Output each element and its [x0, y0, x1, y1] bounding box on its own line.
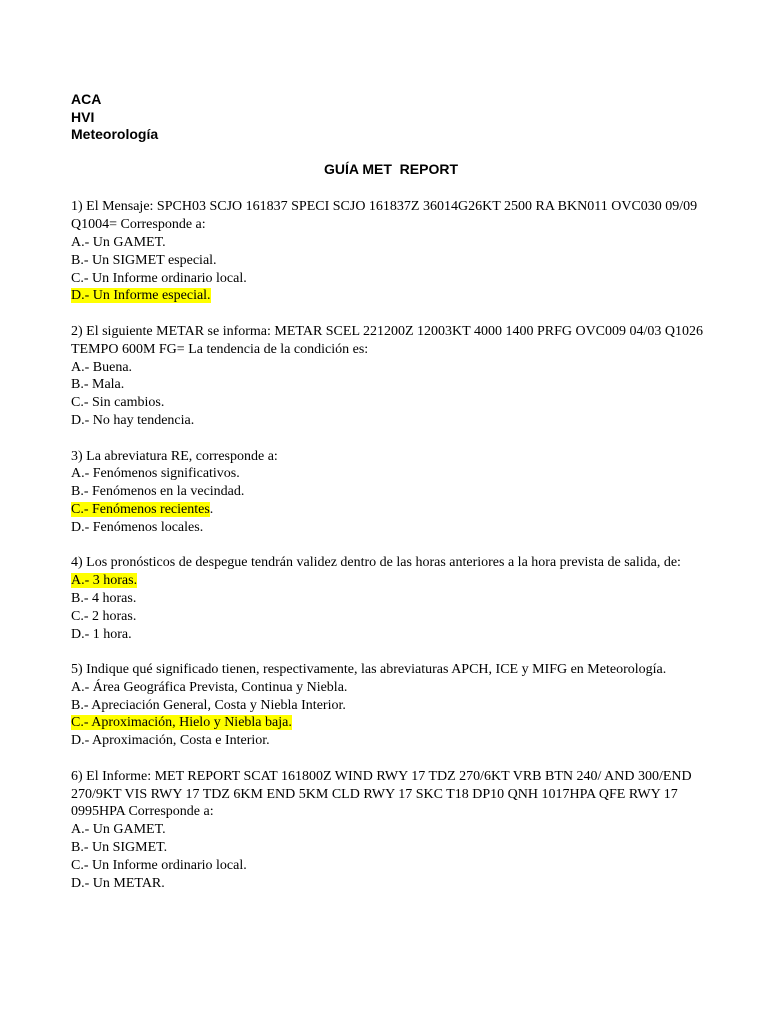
option-b: B.- 4 horas.	[71, 590, 137, 606]
question-text: 2) El siguiente METAR se informa: METAR SCEL 221200Z 12003KT 4000 1400 PRFG OVC009 04/03 Q1026 TEMPO 600M FG= La tendencia de la condición es:	[71, 323, 704, 357]
header-line-1: ACA	[71, 91, 102, 107]
option-a: A.- Un GAMET.	[71, 234, 166, 250]
option-c: C.- Sin cambios.	[71, 395, 165, 411]
option-b: B.- Apreciación General, Costa y Niebla Interior.	[71, 697, 346, 713]
header-line-3: Meteorología	[71, 126, 159, 143]
question-list	[71, 198, 711, 892]
option-d: D.- 1 hora.	[71, 626, 132, 642]
highlighted-answer: C.- Fenómenos recientes	[71, 501, 210, 517]
question-text: 3) La abreviatura RE, corresponde a:	[71, 448, 278, 464]
option-d: D.- Un METAR.	[71, 875, 165, 891]
option-c: C.- Un Informe ordinario local.	[71, 270, 247, 286]
answer-trailing-text: .	[209, 501, 214, 517]
option-a-answer	[71, 572, 711, 590]
option-d: D.- No hay tendencia.	[71, 412, 195, 428]
highlighted-answer: A.- 3 horas.	[71, 573, 138, 589]
question-text: 6) El Informe: MET REPORT SCAT 161800Z WIND RWY 17 TDZ 270/6KT VRB BTN 240/ AND 300/END 270/9KT VIS RWY 17 TDZ 6KM END 5KM CLD RWY 17 SKC T18 DP10 QNH 1017HPA QFE RWY 17 0995HPA Corresponde a:	[71, 768, 692, 820]
question-4	[71, 554, 711, 643]
option-c-answer	[71, 501, 711, 519]
option-c: C.- Un Informe ordinario local.	[71, 857, 247, 873]
option-a: A.- Un GAMET.	[71, 822, 166, 838]
option-d: D.- Aproximación, Costa e Interior.	[71, 733, 270, 749]
question-text: 1) El Mensaje: SPCH03 SCJO 161837 SPECI SCJO 161837Z 36014G26KT 2500 RA BKN011 OVC030 09/09 Q1004= Corresponde a:	[71, 199, 698, 233]
question-5	[71, 661, 711, 750]
question-2	[71, 323, 711, 430]
option-a: A.- Buena.	[71, 359, 133, 375]
question-3	[71, 448, 711, 537]
option-b: B.- Un SIGMET especial.	[71, 252, 217, 268]
header-line-2: HVI	[71, 108, 95, 125]
option-a: A.- Área Geográfica Prevista, Continua y Niebla.	[71, 679, 348, 695]
option-d: D.- Fenómenos locales.	[71, 519, 204, 535]
option-c-answer	[71, 714, 711, 732]
option-d-answer	[71, 287, 711, 305]
option-a: A.- Fenómenos significativos.	[71, 466, 240, 482]
document-title: GUÍA MET REPORT	[323, 160, 459, 177]
question-text: 4) Los pronósticos de despegue tendrán validez dentro de las horas anteriores a la hora prevista de salida, de:	[71, 555, 681, 571]
option-c: C.- 2 horas.	[71, 608, 137, 624]
document-page	[71, 91, 711, 910]
option-b: B.- Fenómenos en la vecindad.	[71, 484, 245, 500]
question-text: 5) Indique qué significado tienen, respectivamente, las abreviaturas APCH, ICE y MIFG en Meteorología.	[71, 662, 667, 678]
highlighted-answer: C.- Aproximación, Hielo y Niebla baja.	[71, 715, 292, 731]
option-b: B.- Un SIGMET.	[71, 840, 168, 856]
option-b: B.- Mala.	[71, 377, 125, 393]
highlighted-answer: D.- Un Informe especial.	[71, 288, 211, 304]
question-6	[71, 768, 711, 893]
question-1	[71, 198, 711, 305]
